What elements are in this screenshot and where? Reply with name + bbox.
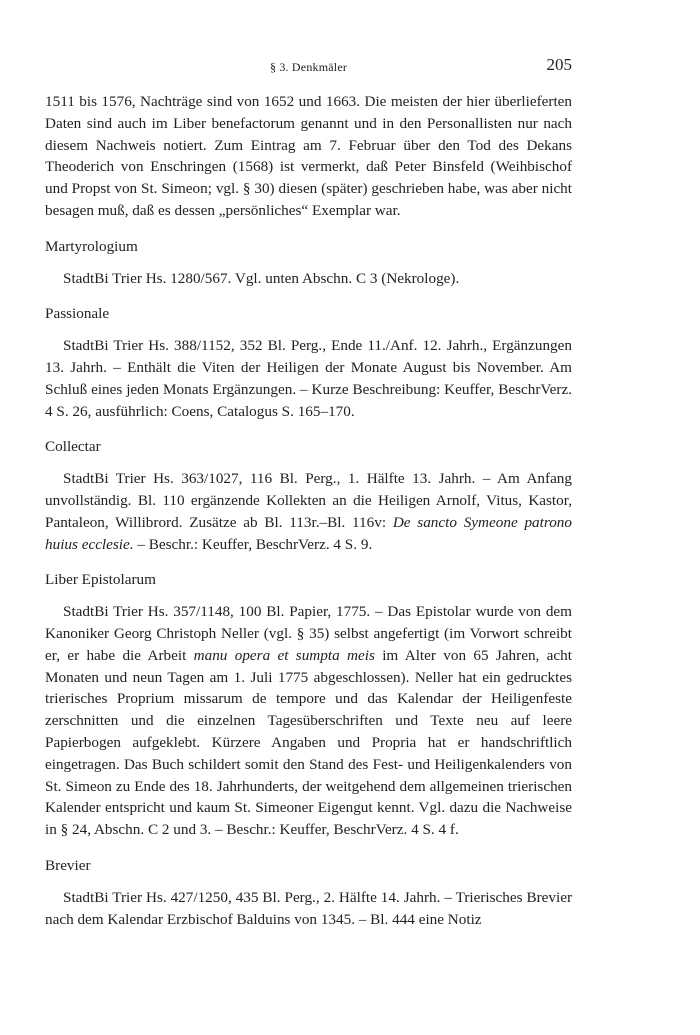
section-text-martyrologium: StadtBi Trier Hs. 1280/567. Vgl. unten Abschn. C 3 (Nekrologe). xyxy=(63,269,460,287)
epistolarum-text-a: StadtBi Trier Hs. 357/1148, 100 Bl. Papier, 1775. – Das Epistolar wurde von dem Kanoniker Georg Christoph Neller (vgl. § 35) selbst angefertigt (im Vorwort schreibt er, er habe die Arbeit xyxy=(45,603,572,664)
section-heading-liber-epistolarum: Liber Epistolarum xyxy=(45,571,156,589)
epistolarum-text-b: im Alter von 65 Jahren, acht Monaten und neun Tagen am 1. Juli 1775 abgeschlossen). Neller hat ein gedrucktes trierisches Proprium missarum de tempore und das Kalendar der Heiligenfeste zerschnitten und die einzelnen Tagesüberschriften und Texte neu auf leere Papierbogen aufgeklebt. Kürzere Angaben und Propria hat er handschriftlich eingetragen. Das Buch schildert somit den Stand des Fest- und Heiligenkalenders von St. Simeon zu Ende des 18. Jahrhunderts, der weitgehend dem allgemeinen trierischen Kalender entspricht und kaum St. Simeoner Eigengut kennt. Vgl. dazu die Nachweise in § 24, Abschn. C 2 und 3. – Beschr.: Keuffer, BeschrVerz. 4 S. 4 f. xyxy=(45,646,572,839)
section-text-collectar xyxy=(45,468,572,555)
section-text-liber-epistolarum xyxy=(45,601,572,841)
body-text xyxy=(45,91,572,930)
section-heading-passionale: Passionale xyxy=(45,305,110,323)
section-heading-brevier: Brevier xyxy=(45,856,91,874)
epistolarum-italic-quote: manu opera et sumpta meis xyxy=(193,646,375,664)
collectar-text-a: StadtBi Trier Hs. 363/1027, 116 Bl. Perg., 1. Hälfte 13. Jahrh. – Am Anfang unvollständig. Bl. 110 ergänzende Kollekten an die Heiligen Arnolf, Vitus, Kastor, Pantaleon, Willibrord. Zusätze ab Bl. 113r.–Bl. 116v: xyxy=(45,470,572,531)
running-head xyxy=(45,55,572,79)
section-heading-martyrologium: Martyrologium xyxy=(45,237,138,255)
collectar-text-b: – Beschr.: Keuffer, BeschrVerz. 4 S. 9. xyxy=(133,535,373,553)
section-text-brevier: StadtBi Trier Hs. 427/1250, 435 Bl. Perg., 2. Hälfte 14. Jahrh. – Trierisches Brevier nach dem Kalendar Erzbischof Balduins von 1345. – Bl. 444 eine Notiz xyxy=(45,888,572,928)
intro-paragraph: 1511 bis 1576, Nachträge sind von 1652 und 1663. Die meisten der hier überlieferten Daten sind auch im Liber benefactorum genannt und in den Personallisten nur nach diesem Nachweis notiert. Zum Eintrag am 7. Februar über den Tod des Dekans Theoderich von Enschringen (1568) ist vermerkt, daß Peter Binsfeld (Weihbischof und Propst von St. Simeon; vgl. § 30) diesen (später) geschrieben habe, was aber nicht besagen muß, daß es dessen „persönliches“ Exemplar war. xyxy=(45,93,572,219)
collectar-italic-title: De sancto Symeone patrono huius ecclesie. xyxy=(45,513,572,553)
section-text-passionale: StadtBi Trier Hs. 388/1152, 352 Bl. Perg., Ende 11./Anf. 12. Jahrh., Ergänzungen 13. Jahrh. – Enthält die Viten der Heiligen der Monate August bis November. Am Schluß eines jeden Monats Ergänzungen. – Kurze Beschreibung: Keuffer, BeschrVerz. 4 S. 26, ausführlich: Coens, Catalogus S. 165–170. xyxy=(45,337,572,420)
section-heading-collectar: Collectar xyxy=(45,438,101,456)
page-number: 205 xyxy=(546,55,572,74)
running-title: § 3. Denkmäler xyxy=(269,60,348,74)
